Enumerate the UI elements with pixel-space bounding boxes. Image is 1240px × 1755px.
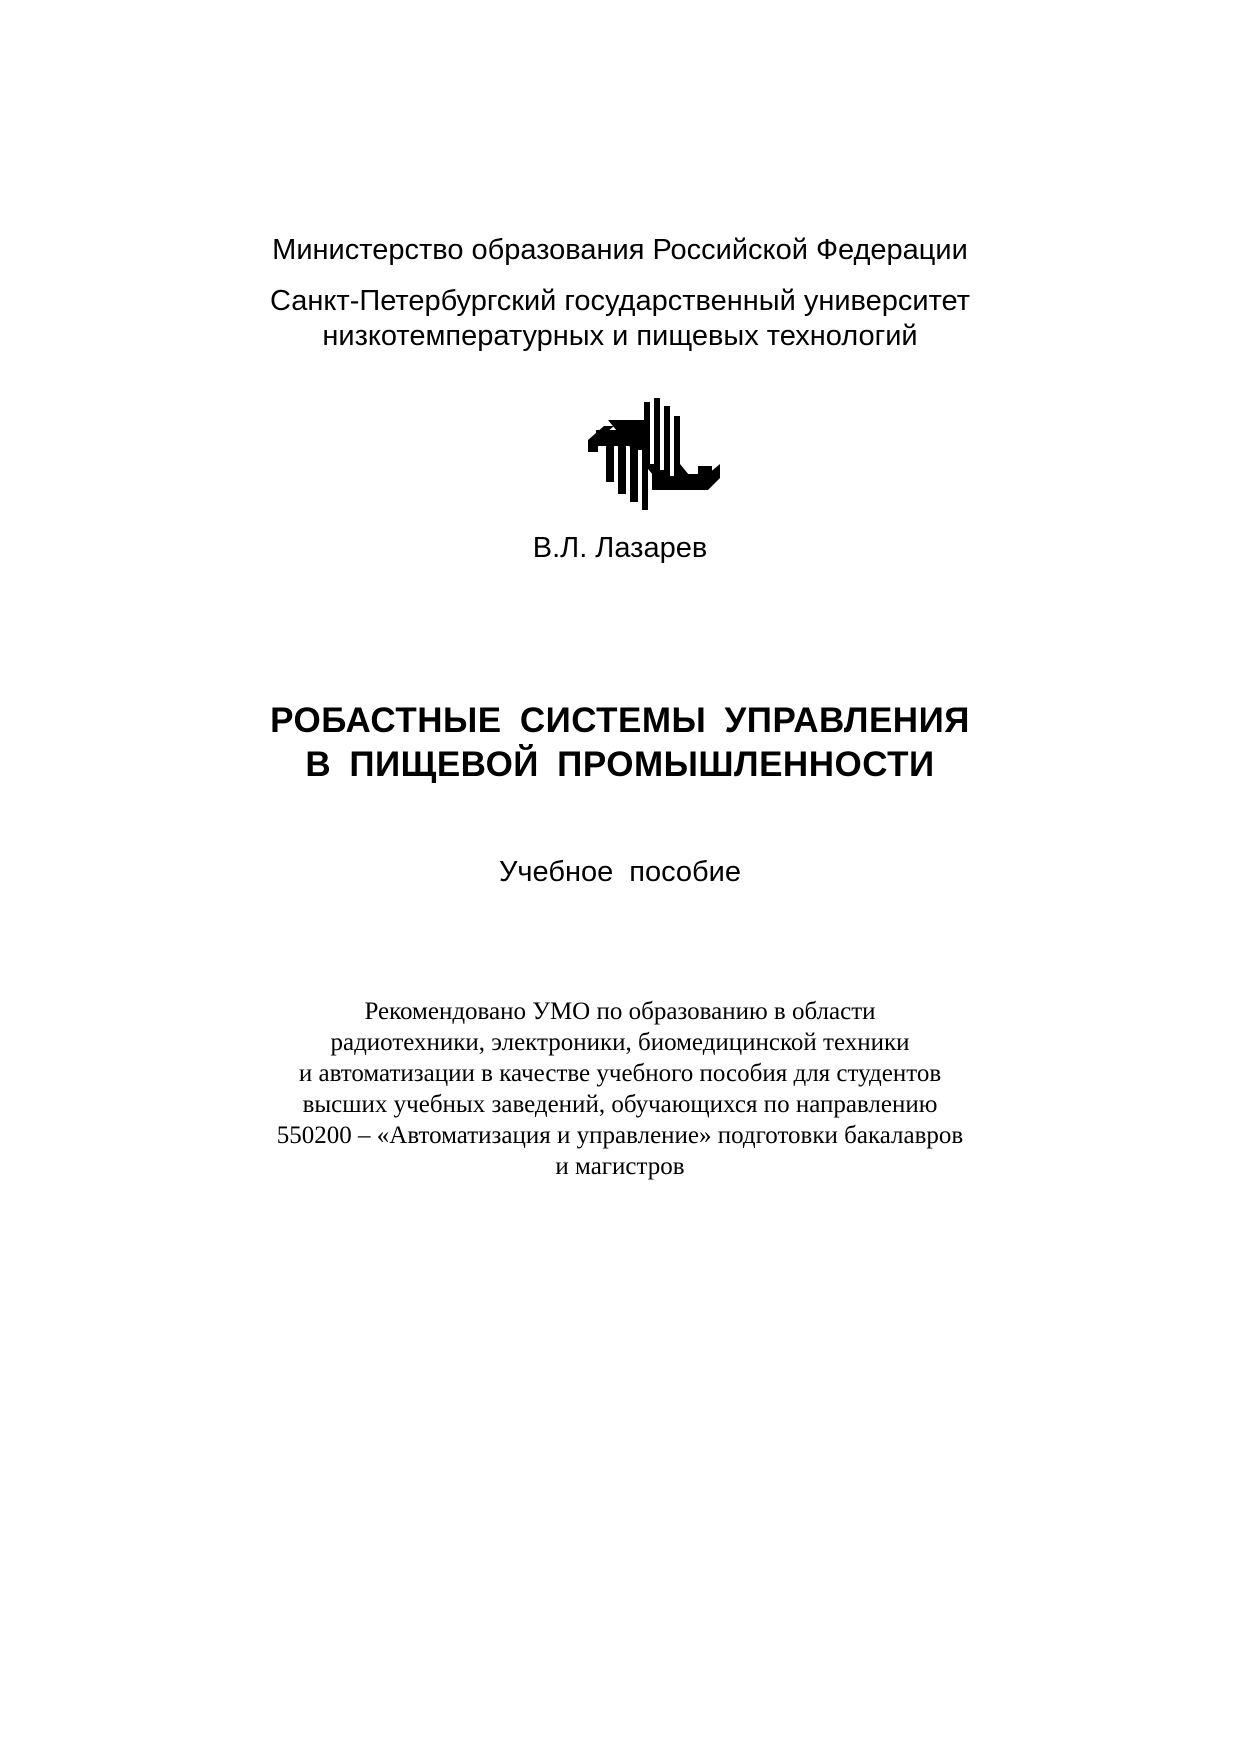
recommendation-line: и магистров xyxy=(555,1153,685,1180)
book-title-line-1: РОБАСТНЫЕ СИСТЕМЫ УПРАВЛЕНИЯ xyxy=(270,701,970,740)
publication-type: Учебное пособие xyxy=(499,856,741,888)
author-name: В.Л. Лазарев xyxy=(532,532,708,564)
emblem-right-block xyxy=(644,398,720,490)
university-emblem-icon xyxy=(548,390,744,524)
recommendation-line: Рекомендовано УМО по образованию в области xyxy=(364,998,876,1025)
recommendation-line: и автоматизации в качестве учебного пособия для студентов xyxy=(298,1060,942,1087)
university-name-line-1: Санкт-Петербургский государственный университет xyxy=(269,285,970,317)
recommendation-line: радиотехники, электроники, биомедицинской техники xyxy=(330,1029,910,1056)
book-title-line-2: В ПИЩЕВОЙ ПРОМЫШЛЕННОСТИ xyxy=(305,745,935,784)
university-name-line-2: низкотемпературных и пищевых технологий xyxy=(322,320,918,352)
recommendation-line: высших учебных заведений, обучающихся по направлению xyxy=(302,1091,938,1118)
recommendation-line: 550200 – «Автоматизация и управление» подготовки бакалавров xyxy=(276,1122,964,1149)
ministry-heading: Министерство образования Российской Федерации xyxy=(272,234,968,266)
